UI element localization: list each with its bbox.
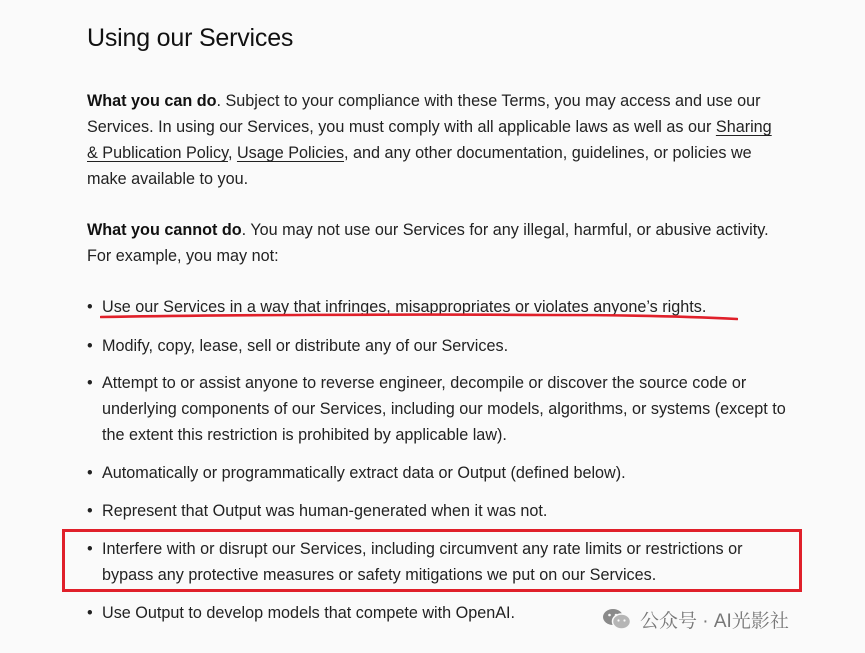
page-title: Using our Services	[87, 24, 294, 52]
usage-policies-link[interactable]: Usage Policies	[236, 144, 345, 162]
link-separator: ,	[227, 144, 237, 162]
what-you-cannot-do-paragraph	[87, 217, 777, 269]
bullet-icon: •	[87, 337, 93, 355]
can-do-text-1: . Subject to your compliance with these Terms, you may access and use our Services. In using our Services, you must comply with all applicable laws as well as our	[87, 92, 761, 136]
bullet-icon: •	[87, 604, 93, 622]
list-item-text: Modify, copy, lease, sell or distribute any of our Services.	[102, 337, 509, 355]
list-item-text: Automatically or programmatically extract data or Output (defined below).	[102, 464, 626, 482]
sharing-publication-policy-link[interactable]: Sharing & Publication Policy	[87, 118, 772, 162]
bullet-icon: •	[87, 374, 93, 392]
bullet-icon: •	[87, 298, 93, 316]
wechat-icon	[602, 607, 632, 631]
can-do-text-2: , and any other documentation, guidelines, or policies we make available to you.	[87, 144, 752, 188]
list-item-text: Represent that Output was human-generated when it was not.	[102, 502, 548, 520]
list-item-text: Use Output to develop models that compete with OpenAI.	[102, 604, 516, 622]
bullet-icon: •	[87, 540, 93, 558]
list-item-text: Attempt to or assist anyone to reverse engineer, decompile or discover the source code or underlying components of our Services, including our models, algorithms, or systems (except to the extent this restriction is prohibited by applicable law).	[102, 374, 786, 444]
bullet-icon: •	[87, 502, 93, 520]
bullet-icon: •	[87, 464, 93, 482]
red-underline-annotation	[100, 311, 738, 321]
what-you-can-do-paragraph	[87, 88, 777, 192]
watermark-text: 公众号 · AI光影社	[640, 610, 789, 632]
list-item-text: Interfere with or disrupt our Services, including circumvent any rate limits or restrictions or bypass any protective measures or safety mitigations we put on our Services.	[102, 540, 743, 584]
cannot-do-text: . You may not use our Services for any illegal, harmful, or abusive activity. For example, you may not:	[87, 221, 769, 265]
list-item-text: Use our Services in a way that infringes, misappropriates or violates anyone’s rights.	[102, 298, 707, 316]
can-do-heading: What you can do	[87, 92, 217, 110]
watermark	[602, 604, 789, 634]
red-highlight-box	[62, 529, 802, 592]
cannot-do-heading: What you cannot do	[87, 221, 242, 239]
